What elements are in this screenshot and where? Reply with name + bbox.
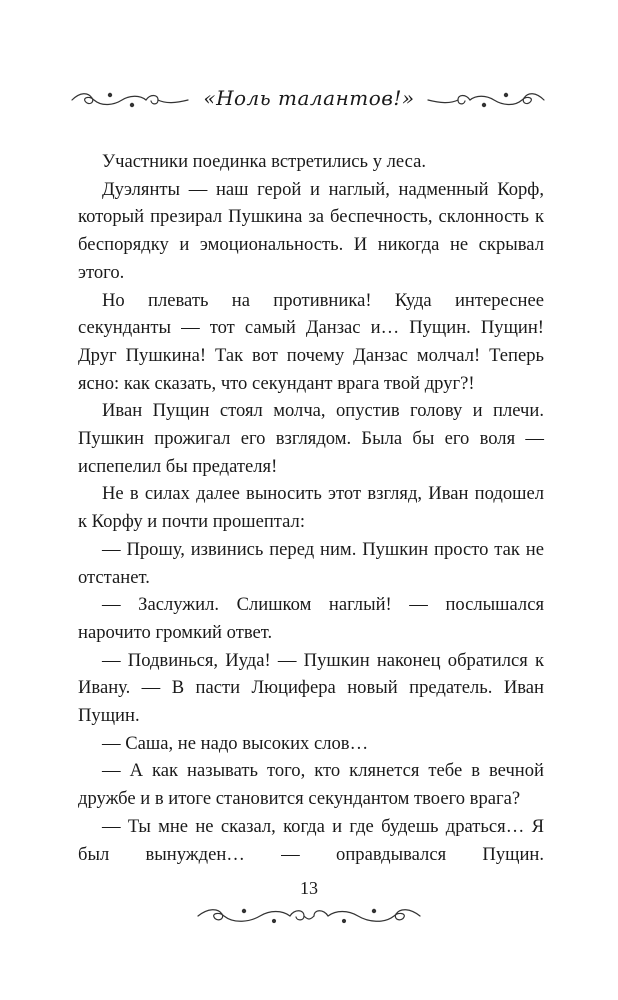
dialogue-line: — Ты мне не сказал, когда и где будешь драться… Я был вынужден… — оправдывался Пущин. [78, 815, 544, 865]
page-footer [0, 878, 618, 938]
paragraph: Иван Пущин стоял молча, опустив голову и плечи. Пушкин прожигал его взглядом. Была бы его воля — испепелил бы предателя! [78, 400, 544, 477]
dialogue-line: — А как называть того, кто клянется тебе в вечной дружбе и в итоге становится секундантом твоего врага? [78, 760, 544, 810]
body-text [78, 148, 544, 868]
running-title: «Ноль талантов!» [203, 86, 415, 110]
paragraph: Не в силах далее выносить этот взгляд, Иван подошел к Корфу и почти прошептал: [78, 483, 544, 533]
dialogue-line: — Заслужил. Слишком наглый! — послышался нарочито громкий ответ. [78, 594, 544, 643]
dialogue-line: — Прошу, извинись перед ним. Пушкин просто так не отстанет. [78, 538, 544, 588]
scroll-ornament-footer-icon [194, 900, 424, 930]
paragraph: Дуэлянты — наш герой и наглый, надменный Корф, который презирал Пушкина за беспечность, склонность к беспорядку и эмоциональность. И никогда не скрывал этого. [78, 178, 544, 283]
dialogue-line: — Подвинься, Иуда! — Пушкин наконец обратился к Ивану. — В пасти Люцифера новый предатель. Иван Пущин. [78, 649, 544, 727]
page-number: 13 [300, 878, 318, 898]
paragraph: Участники поединка встретились у леса. [102, 151, 427, 172]
paragraph: Но плевать на противника! Куда интереснее секунданты — тот самый Данзас и… Пущин. Пущин! Друг Пушкина! Так вот почему Данзас молчал! Теперь ясно: как сказать, что секундант врага твой друг?! [78, 289, 544, 394]
running-header [0, 78, 618, 122]
scroll-ornament-right-icon [426, 88, 546, 112]
dialogue-line: — Саша, не надо высоких слов… [102, 732, 369, 754]
